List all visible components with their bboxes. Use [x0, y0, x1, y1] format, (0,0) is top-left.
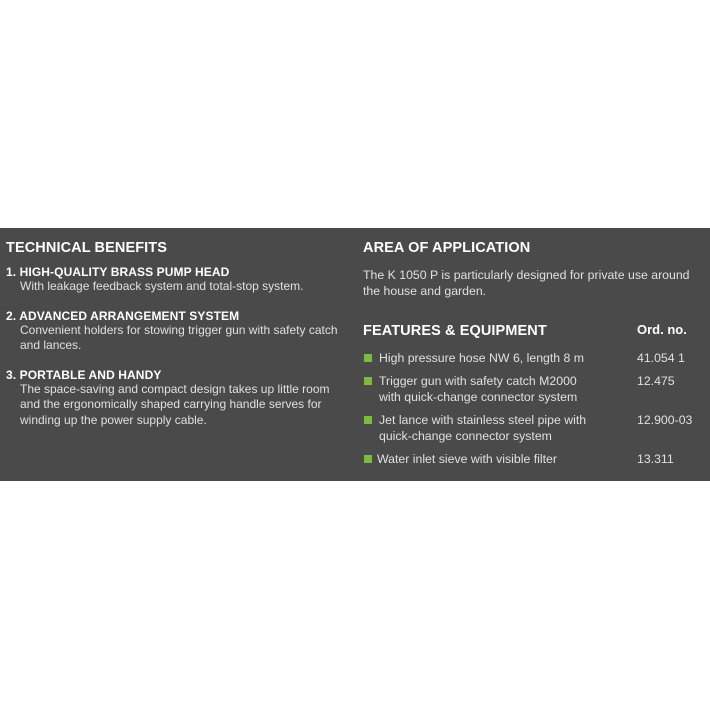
- benefit-title: 1. HIGH-QUALITY BRASS PUMP HEAD: [6, 265, 230, 279]
- features-list: [363, 350, 703, 467]
- benefit-text: Convenient holders for stowing trigger gun with safety catch and lances.: [20, 322, 338, 352]
- benefit-item: [6, 309, 346, 354]
- feature-text: High pressure hose NW 6, length 8 m: [379, 351, 585, 365]
- feature-item: [363, 350, 703, 366]
- benefit-item: [6, 265, 346, 295]
- green-square-bullet-icon: [364, 354, 372, 362]
- green-square-bullet-icon: [364, 455, 372, 463]
- benefit-text: The space-saving and compact design takes up little room and the ergonomically shaped carrying handle serves for winding up the power supply cable.: [20, 381, 330, 427]
- feature-text: Jet lance with stainless steel pipe with quick-change connector system: [379, 413, 587, 443]
- green-square-bullet-icon: [364, 416, 372, 424]
- technical-benefits-section: [6, 239, 346, 428]
- benefit-text: With leakage feedback system and total-stop system.: [20, 279, 304, 293]
- feature-item: [363, 412, 703, 444]
- benefit-item: [6, 368, 346, 429]
- feature-item: [363, 451, 703, 467]
- green-square-bullet-icon: [364, 377, 372, 385]
- features-heading: FEATURES & EQUIPMENT: [363, 323, 547, 339]
- feature-text: Water inlet sieve with visible filter: [377, 452, 557, 466]
- spec-panel: [0, 228, 710, 481]
- application-heading: AREA OF APPLICATION: [363, 240, 531, 256]
- feature-order-number: 12.475: [637, 374, 675, 388]
- feature-order-number: 12.900-03: [637, 413, 693, 427]
- feature-order-number: 41.054 1: [637, 351, 685, 365]
- benefit-title: 2. ADVANCED ARRANGEMENT SYSTEM: [6, 308, 240, 323]
- features-header: [363, 322, 703, 340]
- order-number-label: Ord. no.: [637, 322, 687, 337]
- benefit-title: 3. PORTABLE AND HANDY: [6, 367, 162, 382]
- application-section: [363, 239, 703, 474]
- application-text: The K 1050 P is particularly designed for private use around the house and garden.: [363, 268, 690, 298]
- technical-benefits-heading: TECHNICAL BENEFITS: [6, 240, 168, 256]
- feature-order-number: 13.311: [637, 452, 674, 466]
- feature-item: [363, 373, 703, 405]
- feature-text: Trigger gun with safety catch M2000 with quick-change connector system: [379, 374, 578, 404]
